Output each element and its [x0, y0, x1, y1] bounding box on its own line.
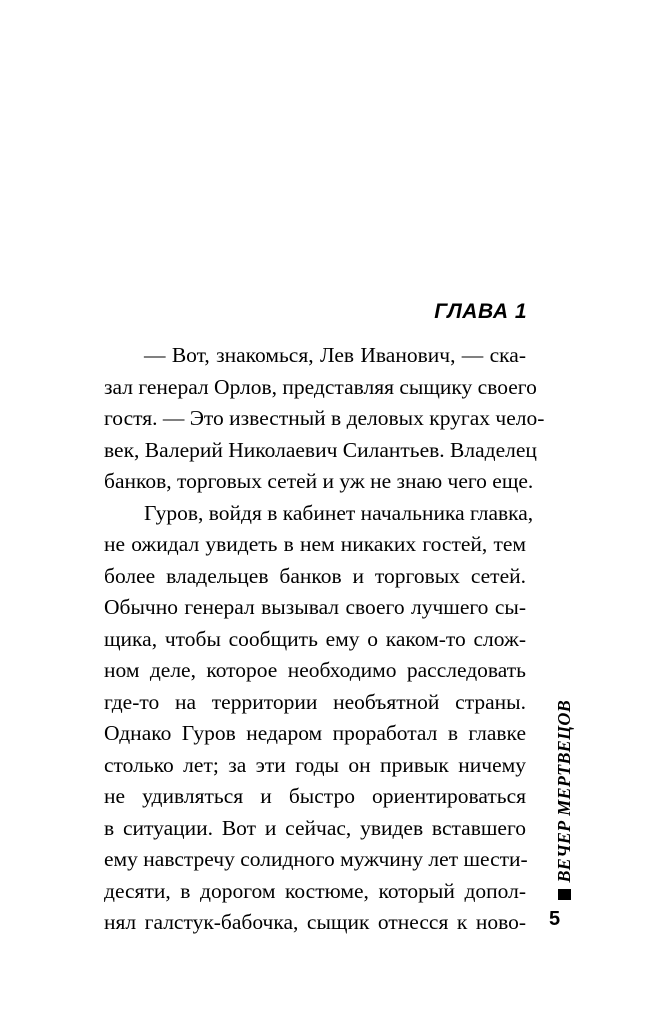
text-line: где-то на территории необъятной страны.	[104, 689, 526, 714]
text-line: Обычно генерал вызывал своего лучшего сы-	[104, 595, 526, 619]
text-line: щика, чтобы сообщить ему о каком-то слож-	[104, 626, 526, 651]
running-title-text: ВЕЧЕР МЕРТВЕЦОВ	[553, 700, 574, 883]
text-line: зал генерал Орлов, представляя сыщику своего	[104, 374, 537, 399]
text-line: нял галстук-бабочка, сыщик отнесся к ново-	[104, 910, 526, 934]
text-line: более владельцев банков и торговых сетей.	[104, 563, 526, 588]
text-line: в ситуации. Вот и сейчас, увидев вставшего	[104, 815, 526, 840]
text-line: ном деле, которое необходимо расследовать	[104, 658, 526, 682]
text-line: Однако Гуров недаром проработал в главке	[104, 721, 526, 745]
running-title	[549, 700, 579, 900]
text-line: Гуров, войдя в кабинет начальника главка,	[144, 500, 534, 525]
text-line: столько лет; за эти годы он привык ничему	[104, 752, 526, 777]
text-line: век, Валерий Николаевич Силантьев. Владелец	[104, 437, 537, 462]
square-bullet-icon	[558, 889, 571, 901]
page-number: 5	[549, 908, 561, 930]
body-text	[104, 340, 545, 939]
text-line: не удивляться и быстро ориентироваться	[104, 784, 526, 808]
text-line: гостя. — Это известный в деловых кругах чело-	[104, 406, 545, 430]
text-line: ему навстречу солидного мужчину лет шести-	[104, 847, 528, 871]
text-line: десяти, в дорогом костюме, который допол-	[104, 878, 526, 903]
text-line: — Вот, знакомься, Лев Иванович, — ска-	[144, 343, 526, 367]
text-line: не ожидал увидеть в нем никаких гостей, тем	[104, 532, 526, 556]
chapter-heading: ГЛАВА 1	[434, 300, 527, 323]
text-line: банков, торговых сетей и уж не знаю чего еще.	[104, 469, 534, 493]
